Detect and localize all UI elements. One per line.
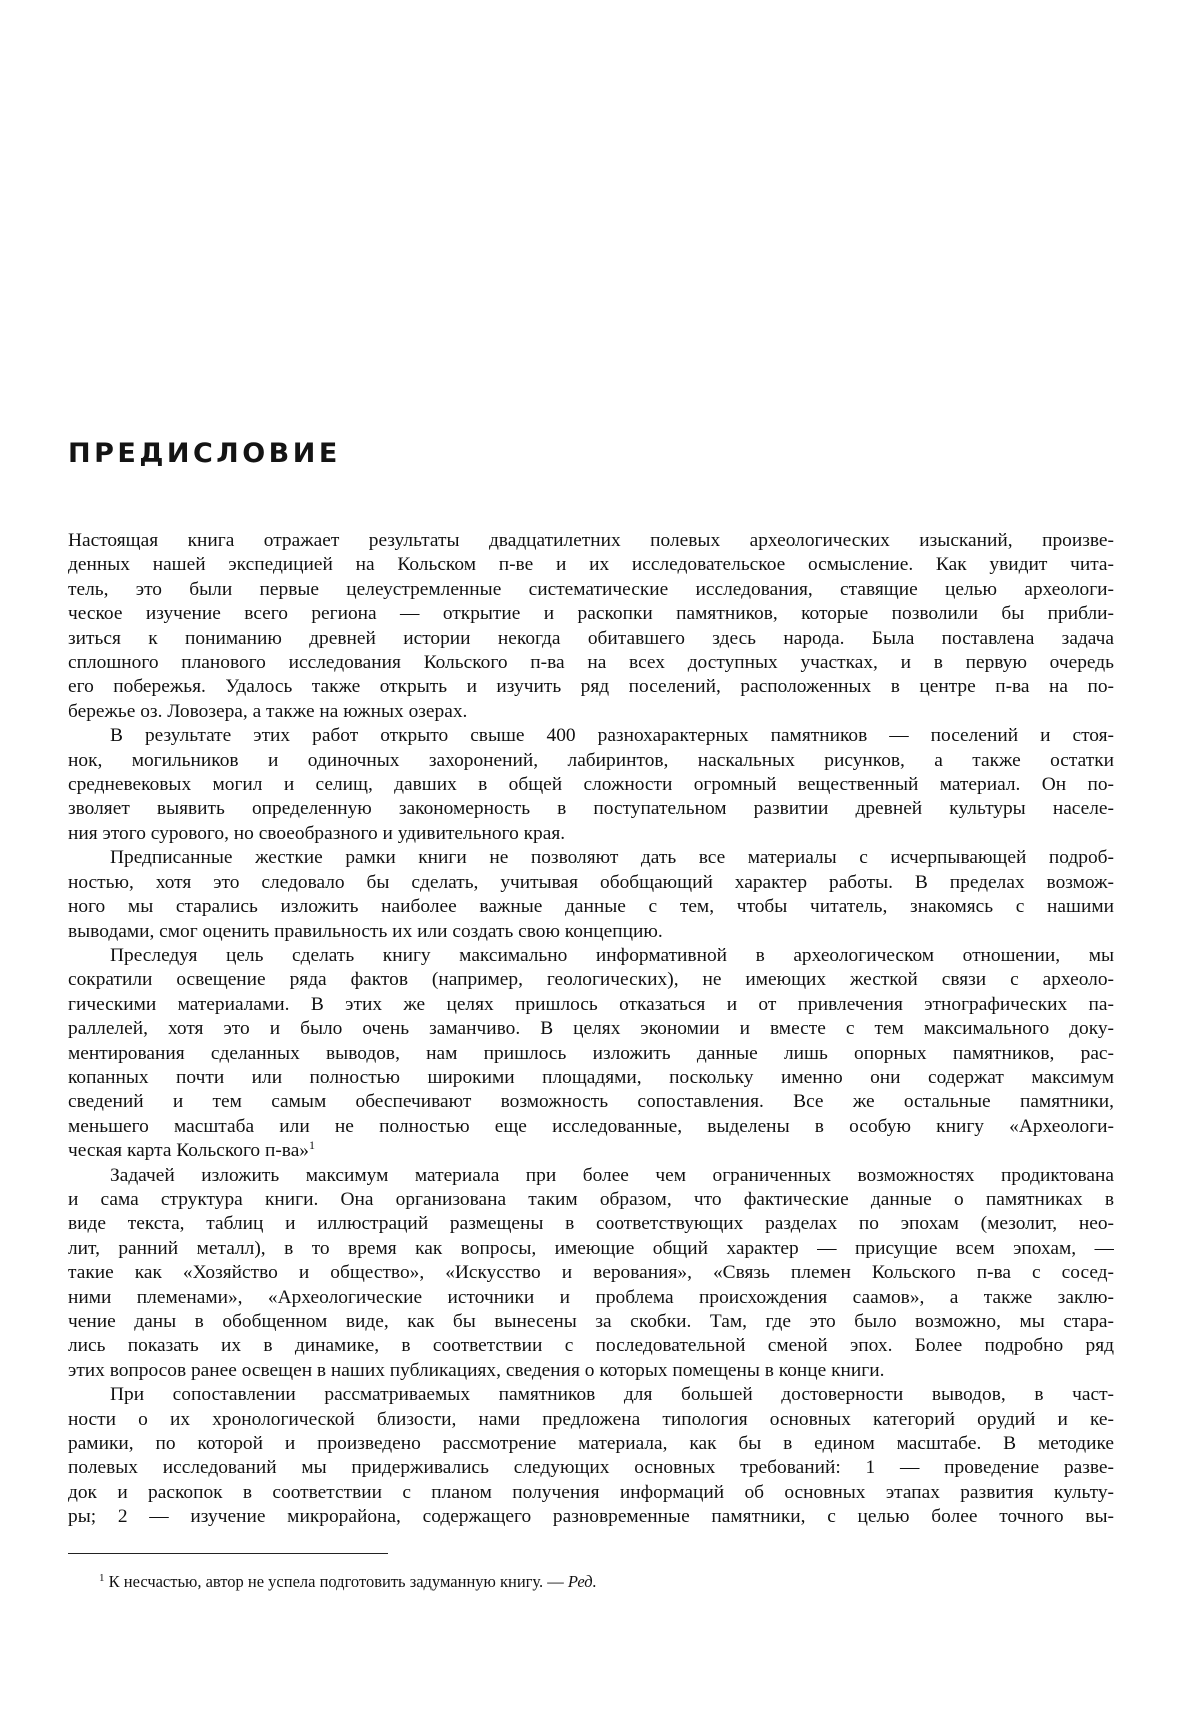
line-text: Настоящая книга отражает результаты двадцатилетних полевых археологических изысканий, произве-: [68, 530, 1114, 551]
text-line: [68, 846, 1114, 870]
line-text: бережье оз. Ловозера, а также на южных озерах.: [68, 700, 468, 722]
text-line: [68, 578, 1114, 602]
line-text: раллелей, хотя это и было очень заманчиво. В целях экономии и вместе с тем максимального доку-: [68, 1018, 1114, 1040]
footnote-mark: 1: [99, 1572, 105, 1584]
text-line: [68, 1237, 1114, 1261]
text-line: [68, 700, 1114, 724]
line-text: рамики, по которой и произведено рассмотрение материала, как бы в едином масштабе. В методике: [68, 1433, 1114, 1455]
line-text: выводами, смог оценить правильность их или создать свою концепцию.: [68, 920, 663, 942]
text-line: [68, 1334, 1114, 1358]
line-text: гическими материалами. В этих же целях пришлось отказаться и от привлечения этнографических па-: [68, 993, 1114, 1015]
line-text: ческая карта Кольского п-ва»: [68, 1140, 309, 1162]
text-line: [68, 1310, 1114, 1334]
text-line: [68, 1164, 1114, 1188]
line-text: сплошного планового исследования Кольского п-ва на всех доступных участках, и в первую очередь: [68, 652, 1114, 674]
text-line: [68, 1505, 1114, 1529]
line-text: полевых исследований мы придерживались следующих основных требований: 1 — проведение разве-: [68, 1457, 1114, 1479]
line-text: ментирования сделанных выводов, нам пришлось изложить данные лишь опорных памятников, рас-: [68, 1042, 1114, 1064]
text-line: [68, 944, 1114, 968]
text-line: [68, 1261, 1114, 1285]
footnote-editor: Ред.: [567, 1572, 597, 1591]
line-text: Предписанные жесткие рамки книги не позволяют дать все материалы с исчерпывающей подроб-: [110, 847, 1114, 869]
text-line: [68, 822, 1114, 846]
text-line: [68, 773, 1114, 797]
text-line: [68, 1432, 1114, 1456]
text-line: [68, 553, 1114, 577]
line-text: лись показать их в динамике, в соответствии с последовательной сменой эпох. Более подробно ряд: [68, 1335, 1114, 1357]
footnote: [99, 1572, 597, 1592]
text-line: [68, 627, 1114, 651]
line-text: чение даны в обобщенном виде, как бы вынесены за скобки. Там, где это было возможно, мы стара-: [68, 1311, 1114, 1332]
text-line: [68, 1456, 1114, 1480]
text-line: [68, 1090, 1114, 1114]
text-line: [68, 1286, 1114, 1310]
line-text: и сама структура книги. Она организована таким образом, что фактические данные о памятниках в: [68, 1188, 1114, 1210]
line-text: этих вопросов ранее освещен в наших публикациях, сведения о которых помещены в конце книги.: [68, 1359, 885, 1381]
line-text: нок, могильников и одиночных захоронений, лабиринтов, наскальных рисунков, а также остатки: [68, 749, 1114, 771]
text-line: [68, 1383, 1114, 1407]
line-text: такие как «Хозяйство и общество», «Искусство и верования», «Связь племен Кольского п-ва с сосед-: [68, 1262, 1114, 1284]
text-line: [68, 797, 1114, 821]
line-text: ностью, хотя это следовало бы сделать, учитывая обобщающий характер работы. В пределах возмож-: [68, 871, 1114, 893]
line-text: ности о их хронологической близости, нами предложена типология основных категорий орудий и ке-: [68, 1408, 1114, 1430]
text-line: [68, 993, 1114, 1017]
line-text: ними племенами», «Археологические источники и проблема происхождения саамов», а также заклю-: [68, 1286, 1114, 1308]
text-line: [68, 1139, 1114, 1163]
line-text: копанных почти или полностью широкими площадями, поскольку именно они содержат максимум: [68, 1066, 1114, 1088]
line-text: лит, ранний металл), в то время как вопросы, имеющие общий характер — присущие всем эпохам, —: [68, 1237, 1114, 1259]
text-line: [68, 724, 1114, 748]
line-text: ного мы старались изложить наиболее важные данные с тем, чтобы читатель, знакомясь с нашими: [68, 896, 1114, 918]
text-line: [68, 1017, 1114, 1041]
line-text: виде текста, таблиц и иллюстраций размещены в соответствующих разделах по эпохам (мезолит, нео-: [68, 1213, 1114, 1235]
line-text: При сопоставлении рассматриваемых памятников для большей достоверности выводов, в част-: [110, 1384, 1114, 1406]
line-text: док и раскопок в соответствии с планом получения информаций об основных этапах развития культу-: [68, 1481, 1114, 1503]
text-line: [68, 529, 1114, 553]
text-line: [68, 1115, 1114, 1139]
line-text: сведений и тем самым обеспечивают возможность сопоставления. Все же остальные памятники,: [68, 1091, 1114, 1113]
line-text: сократили освещение ряда фактов (например, геологических), не имеющих жесткой связи с археоло-: [68, 969, 1114, 991]
footnote-text: К несчастью, автор не успела подготовить задуманную книгу. —: [108, 1572, 564, 1591]
line-text: В результате этих работ открыто свыше 400 разнохарактерных памятников — поселений и стоя-: [110, 725, 1114, 747]
line-text: ры; 2 — изучение микрорайона, содержащего разновременные памятники, с целью более точного вы-: [68, 1506, 1114, 1528]
line-text: зиться к пониманию древней истории некогда обитавшего здесь народа. Была поставлена задача: [68, 627, 1114, 649]
line-text: ческое изучение всего региона — открытие и раскопки памятников, которые позволили бы прибли-: [68, 603, 1114, 625]
text-line: [68, 1188, 1114, 1212]
text-line: [68, 675, 1114, 699]
line-text: тель, это были первые целеустремленные систематические исследования, ставящие целью археологи-: [68, 578, 1114, 600]
line-text: денных нашей экспедицией на Кольском п-ве и их исследовательское осмысление. Как увидит чита-: [68, 554, 1114, 576]
line-text: меньшего масштаба или не полностью еще исследованные, выделены в особую книгу «Археологи-: [68, 1115, 1114, 1137]
text-line: [68, 871, 1114, 895]
text-line: [68, 920, 1114, 944]
line-text: средневековых могил и селищ, давших в общей сложности огромный вещественный материал. Он по-: [68, 774, 1114, 796]
text-line: [68, 1066, 1114, 1090]
text-line: [68, 602, 1114, 626]
footnote-reference: 1: [309, 1139, 315, 1153]
text-line: [68, 895, 1114, 919]
text-line: [68, 749, 1114, 773]
text-line: [68, 1481, 1114, 1505]
line-text: ния этого сурового, но своеобразного и удивительного края.: [68, 822, 566, 844]
page-title: ПРЕДИСЛОВИЕ: [68, 438, 341, 469]
text-line: [68, 1042, 1114, 1066]
line-text: Задачей изложить максимум материала при более чем ограниченных возможностях продиктована: [110, 1164, 1114, 1186]
text-line: [68, 651, 1114, 675]
preface-body: [68, 529, 1114, 1530]
text-line: [68, 968, 1114, 992]
footnote-rule: [68, 1553, 388, 1554]
text-line: [68, 1212, 1114, 1236]
line-text: его побережья. Удалось также открыть и изучить ряд поселений, расположенных в центре п-ва на по-: [68, 676, 1114, 698]
line-text: зволяет выявить определенную закономерность в поступательном развитии древней культуры населе-: [68, 798, 1114, 820]
line-text: Преследуя цель сделать книгу максимально информативной в археологическом отношении, мы: [110, 944, 1114, 966]
text-line: [68, 1359, 1114, 1383]
text-line: [68, 1408, 1114, 1432]
